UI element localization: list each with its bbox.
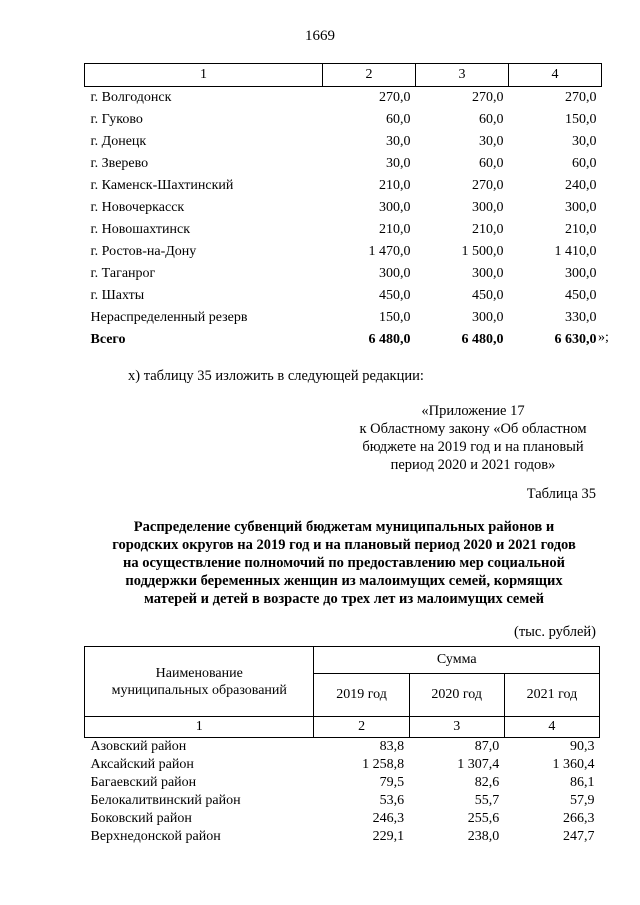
- table-row: [85, 285, 602, 307]
- header-municipality: [85, 647, 314, 717]
- header-year-2020: 2020 год: [409, 674, 504, 717]
- value-2021: 300,0: [565, 266, 597, 281]
- table2-col-3: 3: [409, 717, 504, 738]
- value-2019: 30,0: [386, 134, 411, 149]
- amendment-instruction: х) таблицу 35 изложить в следующей редакции:: [128, 368, 424, 384]
- table1-column-index-row: [85, 64, 602, 87]
- value-2020: 1 500,0: [461, 244, 504, 259]
- value-2021: 450,0: [565, 288, 597, 303]
- table-row: [85, 756, 600, 774]
- table-row: [85, 241, 602, 263]
- header-sum: Сумма: [314, 647, 600, 674]
- units-note: (тыс. рублей): [514, 624, 596, 640]
- subvention-table: [84, 646, 600, 846]
- value-2020: 300,0: [472, 310, 504, 325]
- appendix-reference: [348, 402, 598, 474]
- table-row: [85, 828, 600, 846]
- closing-quote-mark: »;: [598, 330, 609, 345]
- table2-col-4: 4: [504, 717, 599, 738]
- value-2021: 150,0: [565, 112, 597, 127]
- table-row: [85, 810, 600, 828]
- heading-line: поддержки беременных женщин из малоимущих семей, кормящих: [125, 573, 563, 589]
- row-name: Боковский район: [90, 811, 192, 826]
- value-2021: 247,7: [563, 829, 595, 844]
- table-row: [85, 197, 602, 219]
- row-name: г. Гуково: [90, 112, 143, 127]
- table2-col-2: 2: [314, 717, 409, 738]
- row-name: Багаевский район: [90, 775, 197, 790]
- row-name: Белокалитвинский район: [90, 793, 241, 808]
- value-2019: 53,6: [379, 793, 405, 808]
- value-2019: 450,0: [379, 288, 411, 303]
- value-2019: 1 470,0: [368, 244, 411, 259]
- city-allocations-table: [84, 63, 602, 351]
- table1-col-4: 4: [509, 64, 602, 87]
- header-year-2021: 2021 год: [504, 674, 599, 717]
- table1-col-2: 2: [323, 64, 416, 87]
- table-row: [85, 131, 602, 153]
- row-name: г. Волгодонск: [90, 90, 172, 105]
- table1-col-1: 1: [85, 64, 323, 87]
- value-2019: 79,5: [379, 775, 405, 790]
- row-name: г. Новочеркасск: [90, 200, 185, 215]
- table-row: [85, 153, 602, 175]
- value-2019: 210,0: [379, 178, 411, 193]
- table-row: [85, 87, 602, 110]
- table-row: [85, 263, 602, 285]
- value-2021: 57,9: [570, 793, 595, 808]
- table-heading: [84, 518, 604, 608]
- heading-line: Распределение субвенций бюджетам муниципальных районов и: [133, 519, 555, 535]
- table-row: [85, 219, 602, 241]
- value-2019: 210,0: [379, 222, 411, 237]
- header-year-2019: 2019 год: [314, 674, 409, 717]
- value-2021: 90,3: [570, 739, 595, 754]
- row-name: г. Таганрог: [90, 266, 156, 281]
- row-name: г. Ростов-на-Дону: [90, 244, 197, 259]
- value-2021: 1 360,4: [552, 757, 595, 772]
- row-name: Нераспределенный резерв: [90, 310, 248, 325]
- value-2021: 30,0: [572, 134, 597, 149]
- value-2019: 300,0: [379, 266, 411, 281]
- total-2021: 6 630,0: [554, 332, 597, 347]
- table-row: [85, 307, 602, 329]
- appendix-line: бюджете на 2019 год и на плановый: [362, 439, 584, 455]
- value-2019: 300,0: [379, 200, 411, 215]
- value-2019: 1 258,8: [362, 757, 405, 772]
- value-2021: 330,0: [565, 310, 597, 325]
- value-2019: 83,8: [379, 739, 405, 754]
- value-2021: 86,1: [570, 775, 595, 790]
- row-name: г. Новошахтинск: [90, 222, 191, 237]
- table1-col-3: 3: [416, 64, 509, 87]
- appendix-line: «Приложение 17: [421, 403, 525, 419]
- row-name: Азовский район: [90, 739, 187, 754]
- value-2021: 266,3: [563, 811, 595, 826]
- table-row: [85, 774, 600, 792]
- value-2021: 270,0: [565, 90, 597, 105]
- value-2020: 450,0: [472, 288, 504, 303]
- row-name: Аксайский район: [90, 757, 194, 772]
- value-2020: 30,0: [479, 134, 504, 149]
- table2-column-index-row: [85, 717, 600, 738]
- row-name: г. Шахты: [90, 288, 145, 303]
- row-name: г. Каменск-Шахтинский: [90, 178, 234, 193]
- value-2020: 60,0: [479, 156, 504, 171]
- value-2020: 82,6: [474, 775, 500, 790]
- total-2019: 6 480,0: [368, 332, 411, 347]
- table2-col-1: 1: [85, 717, 314, 738]
- value-2019: 229,1: [372, 829, 405, 844]
- table-row: [85, 109, 602, 131]
- appendix-line: период 2020 и 2021 годов»: [390, 457, 556, 473]
- value-2019: 60,0: [386, 112, 411, 127]
- value-2019: 150,0: [379, 310, 411, 325]
- header-name-line: Наименование: [155, 665, 243, 681]
- value-2020: 55,7: [474, 793, 500, 808]
- total-label: Всего: [90, 332, 126, 347]
- table-row: [85, 175, 602, 197]
- value-2020: 60,0: [479, 112, 504, 127]
- page-number: 1669: [305, 28, 335, 44]
- value-2019: 30,0: [386, 156, 411, 171]
- header-name-line: муниципальных образований: [111, 682, 287, 698]
- table-row: [85, 792, 600, 810]
- value-2020: 300,0: [472, 200, 504, 215]
- value-2021: 300,0: [565, 200, 597, 215]
- table1-total-row: [85, 329, 602, 351]
- value-2020: 270,0: [472, 178, 504, 193]
- value-2020: 255,6: [467, 811, 500, 826]
- value-2020: 270,0: [472, 90, 504, 105]
- table-row: [85, 738, 600, 757]
- value-2021: 240,0: [565, 178, 597, 193]
- table2-header-row: [85, 647, 600, 674]
- value-2019: 246,3: [372, 811, 405, 826]
- value-2020: 238,0: [467, 829, 500, 844]
- table-label: Таблица 35: [526, 486, 596, 502]
- value-2021: 1 410,0: [554, 244, 597, 259]
- value-2021: 210,0: [565, 222, 597, 237]
- value-2020: 1 307,4: [457, 757, 500, 772]
- value-2020: 210,0: [472, 222, 504, 237]
- row-name: Верхнедонской район: [90, 829, 221, 844]
- total-2020: 6 480,0: [461, 332, 504, 347]
- heading-line: городских округов на 2019 год и на плановый период 2020 и 2021 годов: [112, 537, 576, 553]
- value-2021: 60,0: [572, 156, 597, 171]
- value-2020: 87,0: [474, 739, 500, 754]
- appendix-line: к Областному закону «Об областном: [359, 421, 587, 437]
- value-2019: 270,0: [379, 90, 411, 105]
- value-2020: 300,0: [472, 266, 504, 281]
- row-name: г. Зверево: [90, 156, 149, 171]
- heading-line: матерей и детей в возрасте до трех лет из малоимущих семей: [143, 591, 545, 607]
- heading-line: на осуществление полномочий по предоставлению мер социальной: [123, 555, 565, 571]
- row-name: г. Донецк: [90, 134, 147, 149]
